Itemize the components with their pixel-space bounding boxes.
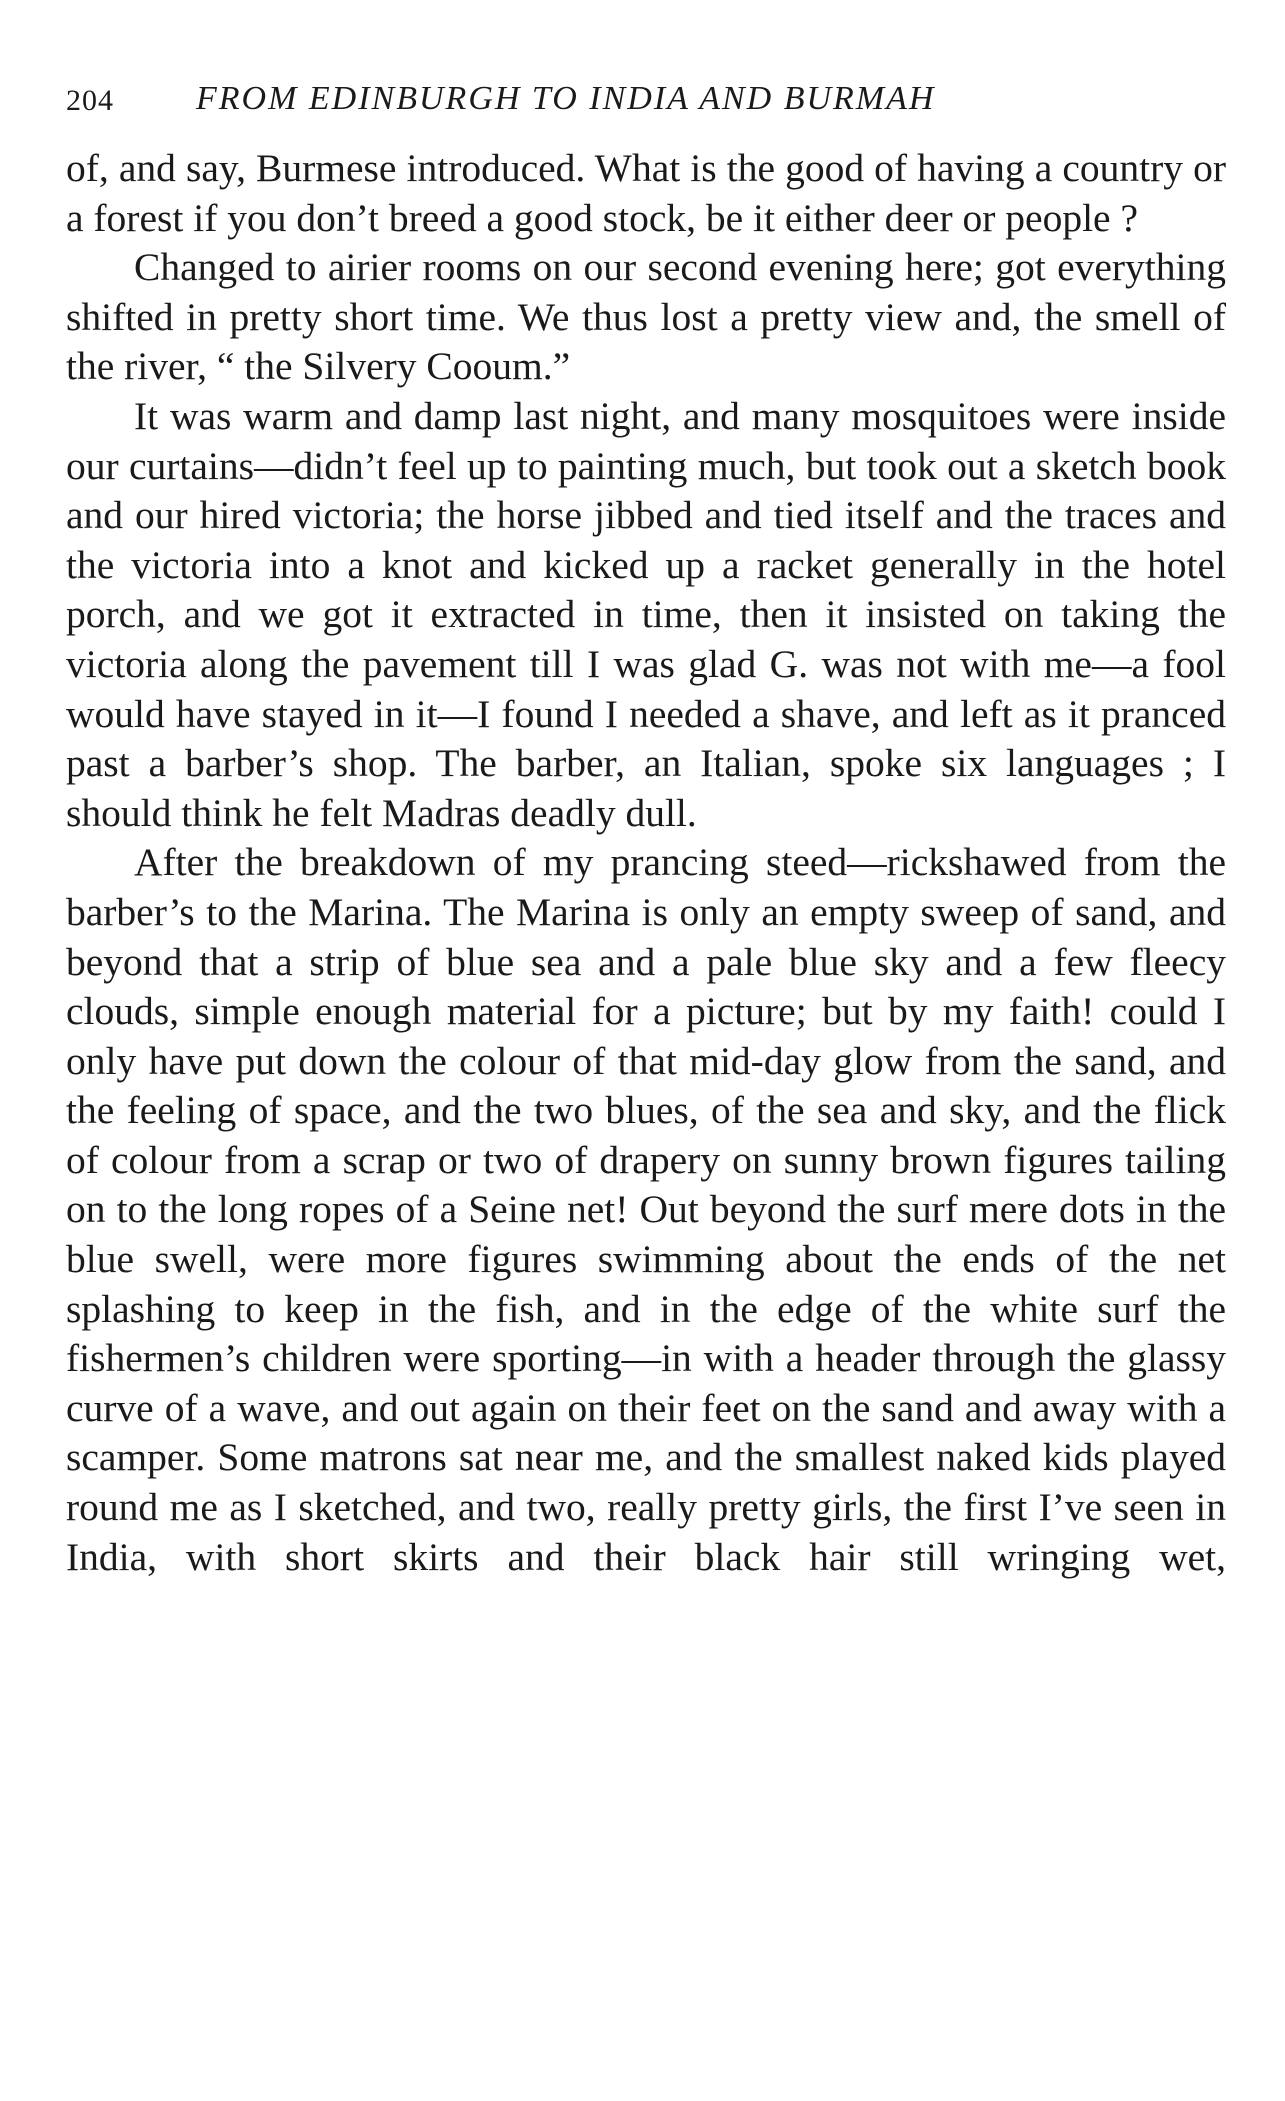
- running-head: [66, 78, 1226, 130]
- paragraph-continuation: of, and say, Burmese introduced. What is the good of having a country or a forest if you don’t breed a good stock, be it either deer or people ?: [66, 146, 1226, 240]
- page-number: 204: [66, 84, 114, 117]
- book-page: [66, 78, 1226, 1582]
- running-title: FROM EDINBURGH TO INDIA AND BURMAH: [196, 80, 936, 117]
- paragraph-warm-night: It was warm and damp last night, and many mosquitoes were inside our curtains—didn’t feel up to painting much, but took out a sketch book and our hired victoria; the horse jibbed and tied itself and the traces and the victoria into a knot and kicked up a racket generally in the hotel porch, and we got it extracted in time, then it insisted on taking the victoria along the pavement till I was glad G. was not with me—a fool would have stayed in it—I found I needed a shave, and left as it pranced past a barber’s shop. The barber, an Italian, spoke six languages ; I should think he felt Madras deadly dull.: [66, 393, 1226, 835]
- paragraph-airier-rooms: Changed to airier rooms on our second evening here; got everything shifted in pretty short time. We thus lost a pretty view and, the smell of the river, “ the Silvery Cooum.”: [66, 245, 1226, 389]
- paragraph-marina: After the breakdown of my prancing steed—rickshawed from the barber’s to the Marina. The Marina is only an empty sweep of sand, and beyond that a strip of blue sea and a pale blue sky and a few fleecy clouds, simple enough material for a picture; but by my faith! could I only have put down the colour of that mid-day glow from the sand, and the feeling of space, and the two blues, of the sea and sky, and the flick of colour from a scrap or two of drapery on sunny brown figures tailing on to the long ropes of a Seine net! Out beyond the surf mere dots in the blue swell, were more figures swimming about the ends of the net splashing to keep in the fish, and in the edge of the white surf the fishermen’s children were sporting—in with a header through the glassy curve of a wave, and out again on their feet on the sand and away with a scamper. Some matrons sat near me, and the smallest naked kids played round me as I sketched, and two, really pretty girls, the first I’ve seen in India, with short skirts and their black hair still wringing wet,: [66, 840, 1226, 1579]
- body-text: [66, 144, 1226, 1582]
